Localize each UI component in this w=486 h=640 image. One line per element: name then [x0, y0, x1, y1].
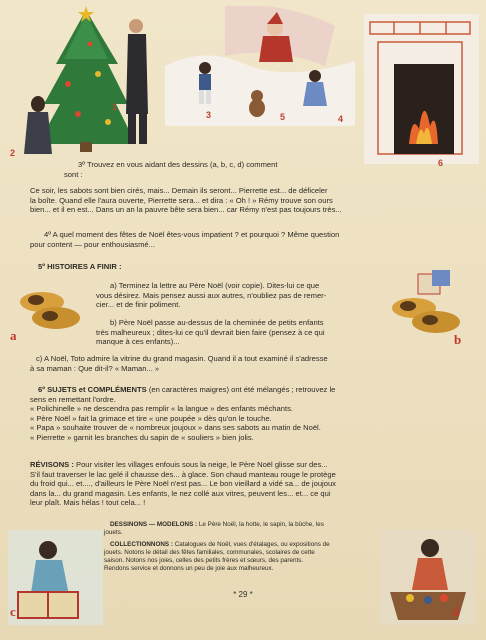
- figure-letter-c: c: [10, 604, 16, 619]
- revisons-line: S'il faut traverser le lac gelé il chausse des... à glace. Son chaud manteau rouge le protège: [30, 469, 336, 479]
- clogs-illustration-a: [16, 280, 86, 336]
- q5-heading: 5º HISTOIRES A FINIR :: [38, 262, 122, 271]
- revisons-line: leur plaît. Mais hélas ! tout cela... !: [30, 498, 146, 508]
- figure-number-1: 1: [112, 102, 118, 112]
- q3-text: [30, 186, 460, 215]
- q4-line: pour content — pour enthousiasmé...: [30, 239, 155, 249]
- q3-line: bien... et il en est... Dans un an la pauvre bête sera bien... car Rémy n'est pas toujours très...: [30, 205, 342, 215]
- figure-number-4: 4: [338, 114, 344, 124]
- q5b-line: manque à ces enfants)...: [96, 337, 180, 347]
- dessinons-line: jouets.: [104, 529, 123, 536]
- christmas-tree-illustration: [8, 4, 158, 154]
- q6-intro: (en caractères maigres) ont été mélangés ; retrouvez le: [148, 385, 336, 394]
- q3-heading: 3º Trouvez en vous aidant des dessins (a, b, c, d) comment: [78, 160, 278, 169]
- figure-number-2: 2: [10, 148, 16, 158]
- dessinons-block: [104, 521, 384, 537]
- dessinons-label: DESSINONS — MODELONS :: [110, 521, 198, 528]
- q4-text: [30, 230, 460, 249]
- figure-number-5: 5: [280, 112, 286, 122]
- q5a-line: vous désirez. Mais pensez aussi aux autres, n'oubliez pas de remer-: [96, 290, 327, 300]
- q5b-text: [96, 318, 388, 347]
- page-number: * 29 *: [233, 590, 253, 599]
- q6-heading: 6º SUJETS et COMPLÉMENTS: [38, 385, 147, 394]
- q5a-line: cier... et de finir poliment.: [96, 300, 181, 310]
- collection-line: Rendons service et donnons un peu de joie aux malheureux.: [104, 565, 274, 572]
- revisons-block: [30, 460, 460, 508]
- q5b-line: très malheureux ; dites-lui ce qu'il devrait bien faire (pensez à ce qui: [96, 327, 325, 337]
- dessinons-line: Le Père Noël, la hotte, le sapin, la bûche, les: [198, 521, 324, 528]
- figure-number-6: 6: [438, 158, 444, 168]
- collection-line: Catalogues de Noël, vues d'étalages, ou expositions de: [174, 541, 330, 548]
- q5b-line: b) Père Noël passe au-dessus de la cheminée de petits enfants: [110, 318, 324, 327]
- q3-heading-line2: sont :: [64, 169, 83, 179]
- girl-with-basket-illustration-d: [380, 530, 475, 625]
- collection-line: jouets. Notons le détail des fêtes familiales, communales, scolaires de cette: [104, 549, 315, 556]
- q3-line: la boîte. Quand elle l'aura ouverte, Pierrette sera... et dira : « Oh ! » Rémy trouve son ours: [30, 195, 333, 205]
- q5a-text: [96, 281, 388, 310]
- revisons-label: RÉVISONS :: [30, 460, 74, 469]
- q5c-text: [30, 354, 460, 373]
- collection-block: [104, 541, 384, 573]
- q5c-line: c) A Noël, Toto admire la vitrine du grand magasin. Quand il a tout examiné il s'adresse: [36, 354, 328, 363]
- revisons-line: dans la... du grand magasin. Les enfants, le nez collé aux vitres, peuvent les... et... ce qui: [30, 488, 331, 498]
- figure-letter-b: b: [454, 332, 462, 347]
- q5a-line: a) Terminez la lettre au Père Noël (voir copie). Dites-lui ce que: [110, 281, 320, 290]
- q6-block: [30, 385, 460, 443]
- snow-scene-illustration: [165, 6, 355, 126]
- fireplace-illustration: [364, 14, 479, 164]
- collection-line: saison. Notons nos joies, celles des petits frères et sœurs, des parents.: [104, 557, 304, 564]
- figure-number-3: 3: [206, 110, 212, 120]
- q3-block: [30, 160, 460, 179]
- q6-line: « Papa » souhaite trouver de « nombreux joujoux » dans ses sabots au matin de Noël.: [30, 423, 321, 433]
- q4-line: 4º A quel moment des fêtes de Noël êtes-vous impatient ? et pourquoi ? Même question: [44, 230, 340, 239]
- girl-with-box-illustration-c: [8, 530, 103, 625]
- q6-line: « Polichinelle » ne descendra pas remplir « la langue » des enfants méchants.: [30, 404, 293, 414]
- q6-line: « Père Noël » fait la grimace et tire « une poupée » dès qu'on le touche.: [30, 413, 272, 423]
- q3-line: Ce soir, les sabots sont bien cirés, mais... Demain ils seront... Pierrette est... de déficeler: [30, 186, 328, 195]
- clogs-illustration-b: [388, 268, 468, 338]
- q6-line: « Pierrette » garnit les branches du sapin de « souliers » bien jolis.: [30, 432, 254, 442]
- q6-intro-line2: sens en remettant l'ordre.: [30, 394, 116, 404]
- collection-label: COLLECTIONNONS :: [110, 541, 173, 548]
- revisons-line: Pour visiter les villages enfouis sous la neige, le Père Noël glisse sur des...: [76, 460, 328, 469]
- q5c-line: à sa maman : Que dit-il? « Maman... »: [30, 363, 160, 373]
- figure-letter-a: a: [10, 328, 17, 343]
- revisons-line: du froid qui... et...., d'ailleurs le Père Noël n'est pas... Le bon vieillard a vidé sa... de joujoux: [30, 479, 336, 489]
- figure-letter-d: d: [452, 604, 460, 619]
